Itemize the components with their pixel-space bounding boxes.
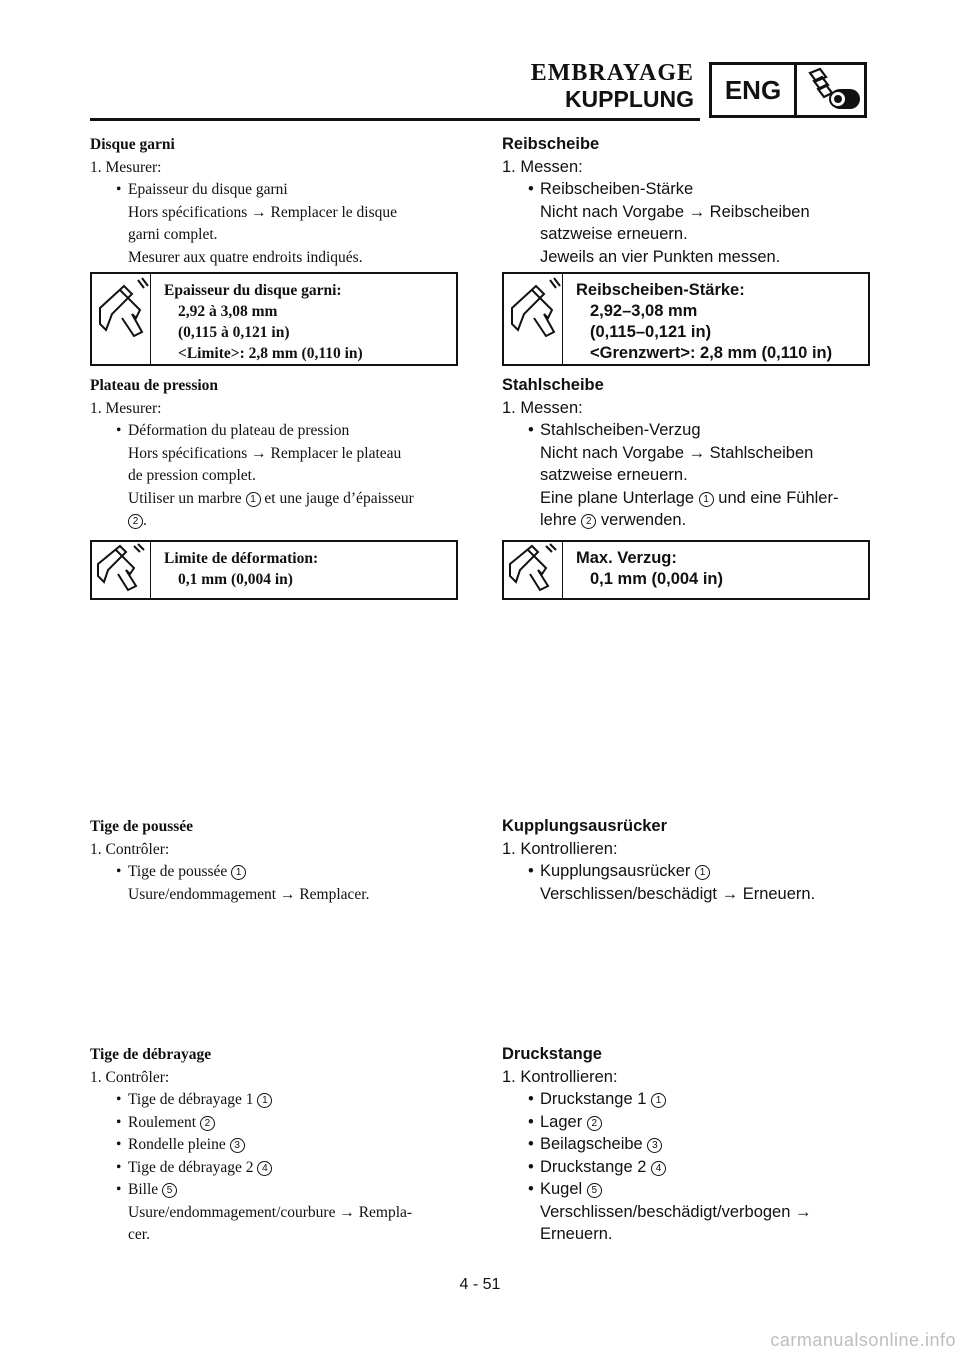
bullet-item: • Druckstange 1 1 — [502, 1088, 870, 1111]
callout-2: 2 — [128, 514, 143, 529]
spec-value: 2,92–3,08 mm — [590, 302, 698, 320]
bullet-item: • Rondelle pleine 3 — [90, 1134, 458, 1157]
body-text: Verschlissen/beschädigt/verbogen → — [540, 1202, 812, 1221]
heading-plateau-pression: Plateau de pression — [90, 377, 219, 394]
body-text: Jeweils an vier Punkten messen. — [540, 247, 781, 266]
body-text: cer. — [128, 1226, 150, 1243]
bullet-item: • Bille 5 — [90, 1179, 458, 1202]
body-text: lehre 2 verwenden. — [540, 511, 687, 529]
callout-1: 1 — [257, 1093, 272, 1108]
callout-2: 2 — [581, 514, 596, 529]
bullet-item: • Beilagscheibe 3 — [502, 1133, 870, 1156]
body-text: satzweise erneuern. — [540, 225, 688, 243]
body-text: satzweise erneuern. — [540, 466, 688, 484]
spec-value: 2,92 à 3,08 mm — [178, 303, 278, 320]
bullet-item: • Epaisseur du disque garni — [116, 181, 288, 198]
spec-title: Limite de déformation: — [164, 550, 319, 567]
callout-1: 1 — [651, 1093, 666, 1108]
callout-1: 1 — [699, 492, 714, 507]
caliper-icon — [504, 542, 563, 598]
page-number: 4 - 51 — [459, 1276, 501, 1293]
bullet-item: • Tige de débrayage 1 1 — [90, 1089, 458, 1112]
header-rule — [90, 118, 700, 121]
step-text: 1. Kontrollieren: — [502, 1067, 618, 1086]
step-text: 1. Mesurer: — [90, 399, 162, 417]
heading-druckstange: Druckstange — [502, 1045, 602, 1063]
callout-1: 1 — [246, 492, 261, 507]
bullet-item: • Lager 2 — [502, 1111, 870, 1134]
bullet-item: • Kupplungsausrücker 1 — [502, 860, 870, 883]
body-text: Nicht nach Vorgabe → Stahlscheiben — [540, 443, 814, 462]
spec-value: (0,115 à 0,121 in) — [178, 324, 290, 341]
step-text: 1. Mesurer: — [90, 158, 162, 176]
step-text: 1. Messen: — [502, 157, 583, 176]
section-title-fr: EMBRAYAGE — [530, 60, 694, 86]
bullet-item: • Reibscheiben-Stärke — [528, 180, 694, 198]
bullet-item: • Tige de débrayage 2 4 — [90, 1157, 458, 1180]
step-text: 1. Contrôler: — [90, 840, 170, 858]
body-text: Utiliser un marbre 1 et une jauge d’épaisseur — [128, 489, 414, 507]
caliper-icon — [92, 274, 151, 364]
callout-4: 4 — [651, 1161, 666, 1176]
callout-5: 5 — [162, 1183, 177, 1198]
spec-box-max-verzug — [502, 540, 870, 600]
heading-tige-debrayage: Tige de débrayage — [90, 1046, 212, 1063]
body-text: Hors spécifications → Remplacer le disque — [128, 203, 398, 221]
bullet-item: • Kugel 5 — [502, 1178, 870, 1201]
spec-value: 0,1 mm (0,004 in) — [590, 570, 723, 588]
eng-badge — [709, 62, 867, 118]
spec-box-disc-thickness — [90, 272, 458, 366]
body-text: Verschlissen/beschädigt → Erneuern. — [540, 884, 816, 903]
callout-1: 1 — [695, 865, 710, 880]
eng-separator — [794, 65, 797, 115]
spec-box-deformation-limit — [90, 540, 458, 600]
eng-label: ENG — [724, 75, 782, 105]
callout-1: 1 — [231, 865, 246, 880]
spec-box-reibscheiben-staerke — [502, 272, 870, 366]
body-text: Eine plane Unterlage 1 und eine Fühler- — [540, 488, 839, 507]
callout-2: 2 — [200, 1116, 215, 1131]
watermark: carmanualsonline.info — [770, 1330, 956, 1350]
bullet-item: • Déformation du plateau de pression — [116, 422, 350, 439]
callout-3: 3 — [230, 1138, 245, 1153]
bullet-item: • Tige de poussée 1 — [90, 861, 458, 884]
body-text: Erneuern. — [540, 1225, 613, 1243]
heading-stahlscheibe: Stahlscheibe — [502, 376, 604, 394]
spec-title: Reibscheiben-Stärke: — [576, 281, 745, 299]
body-text: Usure/endommagement → Remplacer. — [128, 885, 370, 903]
engine-part-icon — [800, 67, 866, 113]
step-text: 1. Kontrollieren: — [502, 839, 618, 858]
heading-disque-garni: Disque garni — [90, 136, 175, 153]
spec-limit: <Grenzwert>: 2,8 mm (0,110 in) — [590, 344, 833, 362]
bullet-item: • Roulement 2 — [90, 1112, 458, 1135]
bullet-item: • Stahlscheiben-Verzug — [528, 421, 701, 439]
body-text: de pression complet. — [128, 467, 256, 484]
callout-3: 3 — [647, 1138, 662, 1153]
section-title-de: KUPPLUNG — [564, 86, 694, 112]
heading-tige-poussee: Tige de poussée — [90, 818, 194, 835]
callout-2: 2 — [587, 1116, 602, 1131]
body-text: Nicht nach Vorgabe → Reibscheiben — [540, 202, 810, 221]
heading-reibscheibe: Reibscheibe — [502, 135, 600, 153]
spec-value: (0,115–0,121 in) — [590, 323, 712, 341]
caliper-icon — [92, 542, 151, 598]
step-text: 1. Messen: — [502, 398, 583, 417]
spec-limit: <Limite>: 2,8 mm (0,110 in) — [178, 345, 363, 362]
heading-kupplungsausruecker: Kupplungsausrücker — [502, 817, 668, 835]
step-text: 1. Contrôler: — [90, 1068, 170, 1086]
spec-value: 0,1 mm (0,004 in) — [178, 571, 293, 588]
spec-title: Max. Verzug: — [576, 549, 677, 567]
spec-title: Epaisseur du disque garni: — [164, 282, 342, 299]
caliper-icon — [504, 274, 563, 364]
body-text: garni complet. — [128, 226, 218, 243]
bullet-item: • Druckstange 2 4 — [502, 1156, 870, 1179]
body-text: Usure/endommagement/courbure → Rempla- — [128, 1203, 413, 1221]
body-text: 2 . — [90, 510, 458, 533]
callout-4: 4 — [257, 1161, 272, 1176]
body-text: Mesurer aux quatre endroits indiqués. — [128, 248, 363, 266]
callout-5: 5 — [587, 1183, 602, 1198]
body-text: Hors spécifications → Remplacer le plateau — [128, 444, 402, 462]
